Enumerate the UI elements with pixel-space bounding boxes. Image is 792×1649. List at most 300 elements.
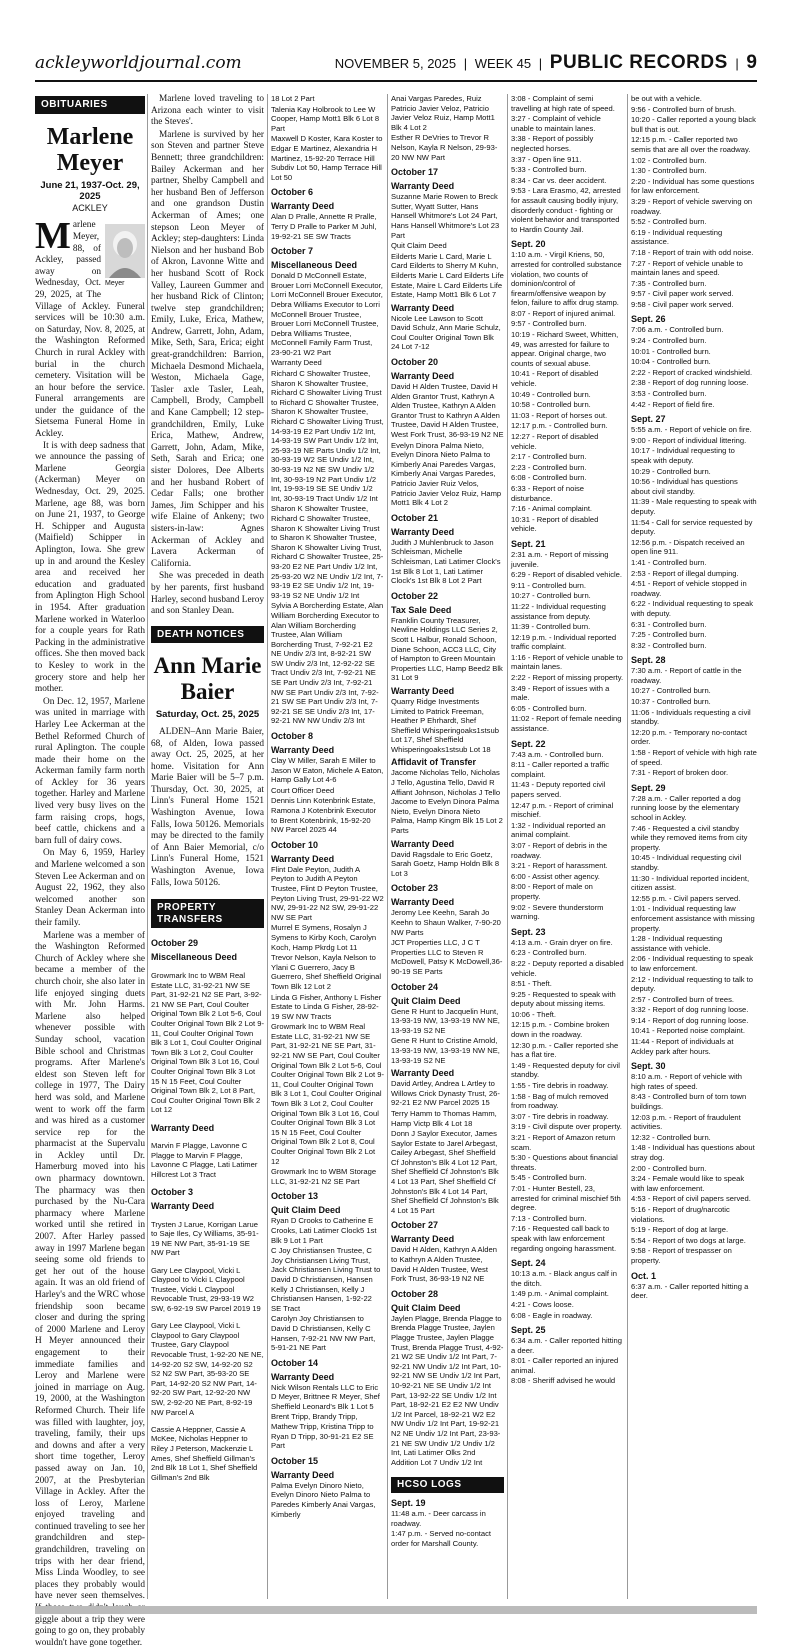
record-entry: 2:53 - Report of illegal dumping. <box>631 568 739 578</box>
record-entry: 2:57 - Controlled burn of trees. <box>631 994 734 1004</box>
record-entry: 9:14 - Report of dog running loose. <box>631 1015 749 1025</box>
column-3 <box>271 94 384 1604</box>
record-entry: Sharon K Showalter Trustee, Richard C Showalter Trustee, Sharon K Showalter Living Trust to Sharon K Showalter Trustee, Sharon K Showalter Living Trust, Richard C Showalter Trustee, 25-93-20 E2 NE Part Undiv 1/2 Int, 25-93-20 W2 NE Undiv 1/2 Int, 7-93-19 E2 SE Undiv 1/2 Int, 19-93-19 S2 NE Undiv 1/2 Int <box>271 504 384 600</box>
record-type: Warranty Deed <box>391 838 455 849</box>
record-type: Miscellaneous Deed <box>151 952 238 963</box>
obituary-continued <box>151 94 264 618</box>
record-entry: 12:19 p.m. - Individual reported traffic complaint. <box>511 632 617 652</box>
record-entry: 1:47 p.m. - Served no-contact order for Marshall County. <box>391 1529 492 1548</box>
record-type: Warranty Deed <box>271 201 335 212</box>
date-heading: October 28 <box>391 1288 439 1299</box>
record-entry: 5:16 - Report of drug/narcotic violations. <box>631 1204 730 1224</box>
date-heading: Sept. 25 <box>511 1325 546 1336</box>
masthead <box>35 50 757 82</box>
photo-caption: Meyer <box>105 280 125 288</box>
record-type: Warranty Deed <box>391 302 455 313</box>
record-entry: 12:56 p.m. - Dispatch received an open line 911. <box>631 537 745 557</box>
date-heading: October 8 <box>271 731 314 742</box>
record-entry: 11:22 - Individual requesting assistance from deputy. <box>511 601 606 621</box>
obituary-paragraph: arlene Meyer, 88, of Ackley, passed away on Wednesday, Oct. 29, 2025, at The Village of Ackley. Funeral services will be 10:30 a.m. on Saturday, Nov. 8, 2025, at the Washington Reformed Church in rural Ackley with burial in the church cemetery. Visitation will be an hour before the service. Funeral arrangements are under the guidance of the Sietsema Funeral Home in Ackley. <box>35 220 145 440</box>
date-heading: October 21 <box>391 512 439 523</box>
record-entry: 7:25 - Controlled burn. <box>631 630 707 640</box>
date-heading: Sept. 26 <box>631 314 666 325</box>
date-heading: Sept. 27 <box>631 414 666 425</box>
record-entry: C Joy Christiansen Trustee, C Joy Christiansen Living Trust, Jack Christiansen Living Trust to David D Christiansen, Hansen Kelly J Christiansen, Kelly J Christiansen Hansen, 1-92-22 SE Tract <box>271 1246 381 1313</box>
record-entry: 2:00 - Controlled burn. <box>631 1163 707 1173</box>
record-entry: 10:27 - Controlled burn. <box>631 686 711 696</box>
obituary-paragraph: On May 6, 1959, Harley and Marlene welcomed a son Steven Lee Ackerman and on August 22, 1962, they also welcomed another son Stanley Dean Ackerman into their family. <box>35 848 145 928</box>
date-heading: Sept. 21 <box>511 538 546 549</box>
record-entry: 8:07 - Report of injured animal. <box>511 308 616 318</box>
record-entry: Dennis Linn Kotenbrink Estate, Ramona J Kotenbrink Executor to Brent Kotenbrink, 15-92-20 NW Parcel 2025 44 <box>271 796 377 835</box>
record-entry: Eilderts Marie L Card, Marie L Card Eilderts to Sherry M Kuhn, Eilderts Marie L Card Eilderts Life Estate, Maire L Card Eilderts Life Estate, Hamp Mott1 Blk 6 Lot 7 <box>391 251 504 300</box>
issue-date: NOVEMBER 5, 2025 <box>334 56 457 71</box>
death-notice-date: Saturday, Oct. 25, 2025 <box>155 709 260 721</box>
record-entry: 9:58 - Report of trespasser on property. <box>631 1246 732 1265</box>
date-heading: October 24 <box>391 981 439 992</box>
death-notice-name: Ann Marie Baier <box>153 653 262 705</box>
portrait-image <box>105 224 145 278</box>
record-entry: 10:27 - Controlled burn. <box>511 591 591 601</box>
record-type: Quit Claim Deed <box>391 1302 461 1313</box>
date-heading: October 27 <box>391 1220 439 1231</box>
logs-list <box>631 94 757 1301</box>
record-entry: 9:57 - Civil paper work served. <box>631 289 734 299</box>
record-entry: 12:27 - Report of disabled vehicle. <box>511 432 599 451</box>
obituary-paragraph: Marlene was a member of the Washington Reformed Church of Ackley where she became a member of the church choir, she also later in life enjoyed singing duets with Mr. John Harms. Marlene also helped whenever possible with Sunday school, vacation Bible school and Christmas programs. After Marlene's eldest son Steven left for college in 1977, The Dairy herd was sold, and Marlene went to work off the farm and was hired as a customer service rep for the pharmacist at the Supervalu in Ackley until Dr. Hamerburg moved into his own pharmacy downtown. The pharmacy was then purchased by the Nu-Cara pharmacy where Marlene worked until she retired in 2007. After Harley passed away in 1997 Marlene began seeing some old friends to get her out of the house again. It was an old friend of Harley's and the WRC whose friendship soon became closer and during the spring of 2000 Marlene and Leroy H Meyer announced their engagement to their immediate families and Leroy and Marlene were joined in marriage on Aug. 19, 2000, at the Washington Reformed Church. Their life was filled with laughter, joy, traveling, family, their ups and downs and after a very short time together, Leroy passed away on Jan. 10, 2007, at the Presbyterian Village in Ackley. After the loss of Leroy, Marlene enjoyed traveling and continued traveling to see her grandchildren and step-grandchildren, traveling on trips with her dear friend, Miss Linda Woodley, to see places they probably would have never seen themselves. giggle about a trip they were going to go on, they probably wouldn't have gone together. <box>35 930 146 1648</box>
record-type: Warranty Deed <box>391 371 455 382</box>
record-entry: 8:10 a.m. - Report of vehicle with high rates of speed. <box>631 1072 743 1091</box>
record-entry: 6:22 - Individual requesting to speak with deputy. <box>631 599 754 618</box>
record-entry: 7:43 a.m. - Controlled burn. <box>511 749 604 759</box>
record-entry: 3:21 - Report of Amazon return scam. <box>511 1133 616 1152</box>
record-entry: 9:00 - Report of individual littering. <box>631 435 747 445</box>
record-entry: 6:05 - Controlled burn. <box>511 703 587 713</box>
record-entry: 2:23 - Controlled burn. <box>511 462 587 472</box>
record-type: Warranty Deed <box>271 853 335 864</box>
obituary-paragraph: On Dec. 12, 1957, Marlene was united in marriage with Harley Lee Ackerman at the Bethel Reformed Church of rural Aplington. The couple made their home on the Ackerman family farm north of Ackley for 36 years together. Harley and Marlene lived very busy lives on the farm raising crops, hogs, beef cattle, chickens and a barn full of dairy cows. <box>35 696 145 846</box>
site-url[interactable]: ackleyworldjournal.com <box>35 53 242 73</box>
record-entry: 6:08 - Eagle in roadway. <box>511 1310 593 1320</box>
record-entry: 7:01 - Hunter Bestell, 23, arrested for criminal mischief 5th degree. <box>511 1183 621 1213</box>
record-type: Quit Claim Deed <box>271 1205 341 1216</box>
record-entry: 4:21 - Cows loose. <box>511 1299 574 1309</box>
record-entry: 8:34 - Car vs. deer accident. <box>511 175 607 185</box>
record-entry: 3:38 - Report of possibly neglected horses. <box>511 134 594 153</box>
record-entry: Trysten J Larue, Korrigan Larue to Saje Iles, Cy Williams, 35-91-19 NE NW Part, 35-91-19 SE NW Part <box>151 1219 259 1258</box>
record-type: Affidavit of Transfer <box>391 757 477 768</box>
record-type: Miscellaneous Deed <box>271 260 358 271</box>
record-entry: 11:03 - Report of horses out. <box>511 410 608 420</box>
record-entry: 10:06 - Theft. <box>511 1009 557 1019</box>
record-entry: 8:00 - Report of male on property. <box>511 882 593 901</box>
record-entry: 6:23 - Controlled burn. <box>511 948 587 958</box>
record-entry: 9:58 - Civil paper work served. <box>631 299 734 309</box>
record-entry: 3:07 - Report of debris in the roadway. <box>511 840 608 860</box>
transfers-list <box>151 952 264 1482</box>
record-entry: 12:15 p.m. - Caller reported two semis that are all over the roadway. <box>631 135 751 154</box>
obituary-paragraph: Marlene is survived by her son Steven and partner Steve Bennett; three grandchildren: Bailey Ackerman and her partner, Shelby Campbell and her husband Ben of Jefferson and one grandson Dustin Ackerman of Ames; one stepson Leon Meyer of Ackley; step-daughters: Linda Nielson and her husband Bob of Akron, Lavonne Witte and her husband Scott of Rock Valley, Laureen Gummer and her husband Rick of Clinton; twelve step grandchildren; Emily, Luke, Erica, Mathew, Andrew, Garrett, John, Adam, Mike, Seth, Sara, Erica; eight great-grandchildren: Barrion, Michaela Desmond Michaela, Weston, Michaela Gage, Tasler axle Tasler, Leah, Campbell, Brody, Campbell and Kane Campbell; 12 step-grandchildren, Emily, Luke Erica, Mathew, Andrew, Garrett, John, Adam, Mike, Seth, Sarah and Erica; one sister Dolores, Dee Alberts and her husband Robert of Cedar Falls; one brother James, Jim Schipper and his wife Elaine of Ankeny; two sisters-in-law: Agnes Ackerman of Ackley and Lavera Ackerman of California. <box>151 129 264 569</box>
record-entry: Growmark Inc to WBM Real Estate LLC, 31-92-21 NW SE Part, 31-92-21 NE SE Part, 31-92-21 NW SE Part, Coul Coulter Original Town Blk 2 Lot 5-6, Coul Coulter Original Town Blk 2 Lot 9-11, Coul Coulter Original Town Blk 3 Lot 1, Coul Coulter Original Town Blk 3 Lot 2, Coul Coulter Original Town Blk 3 Lot 16, Coul Coulter Original Town Blk 3 Lot 15 N 15 Feet, Coul Coulter Original Town Blk 2 Lot 8, Coul Coulter Original Town Blk 2 Lot 12 <box>271 1022 384 1166</box>
record-entry: 8:51 - Theft. <box>511 979 552 989</box>
record-entry: 18 Lot 2 Part <box>271 94 315 103</box>
record-entry: 5:30 - Questions about financial threats. <box>511 1153 618 1172</box>
record-entry: 9:11 - Controlled burn. <box>511 580 586 590</box>
record-entry: Quit Claim Deed <box>391 241 447 251</box>
transfers-list <box>271 94 384 1519</box>
record-entry: 5:54 - Report of two dogs at large. <box>631 1235 746 1245</box>
record-entry: 2:22 - Report of cracked windshield. <box>631 367 753 377</box>
record-entry: Warranty Deed <box>271 358 322 368</box>
record-entry: 12:15 p.m. - Combine broken down in the roadway. <box>511 1020 610 1040</box>
record-entry: 5:33 - Controlled burn. <box>511 165 587 175</box>
date-heading: October 22 <box>391 590 439 601</box>
date-heading: October 29 <box>151 938 199 949</box>
record-entry: 12:03 p.m. - Report of fraudulent activities. <box>631 1112 741 1132</box>
obituary-photo <box>105 224 145 290</box>
obituary-town: ACKLEY <box>72 202 108 213</box>
record-entry: 1:55 - Tire debris in roadway. <box>511 1081 609 1091</box>
record-entry: 10:49 - Controlled burn. <box>511 389 591 399</box>
record-entry: 1:58 - Bag of mulch removed from roadway. <box>511 1091 609 1111</box>
record-entry: 1:58 - Report of vehicle with high rate of speed. <box>631 748 757 767</box>
record-entry: 10:20 - Caller reported a young black bull that is out. <box>631 115 756 134</box>
record-entry: 11:54 - Call for service requested by deputy. <box>631 517 753 537</box>
record-entry: 4:51 - Report of vehicle stopped in roadway. <box>631 579 747 598</box>
issue-week: WEEK 45 <box>474 56 532 71</box>
record-entry: 1:28 - Individual requesting assistance with vehicle. <box>631 934 723 953</box>
drop-cap: M <box>35 215 71 258</box>
record-entry: 1:48 - Individual has questions about stray dog. <box>631 1143 755 1162</box>
column-rule <box>507 94 508 1599</box>
record-entry: 9:57 - Controlled burn. <box>511 319 587 329</box>
record-type: Warranty Deed <box>271 1469 335 1480</box>
record-type: Warranty Deed <box>391 1234 455 1245</box>
record-entry: Nicole Lee Lawson to Scott David Schulz, Ann Marie Schulz, Coul Coulter Original Town Blk 24 Lot 7-12 <box>391 313 501 352</box>
record-entry: 11:39 - Controlled burn. <box>511 622 591 632</box>
date-heading: October 23 <box>391 883 439 894</box>
record-entry: 1:10 a.m. - Virgil Kriens, 50, arrested for controlled substance violation, two counts of dominion/control of firearm/offensive weapon by felon, failure to affix drug stamp. <box>511 250 622 308</box>
record-entry: 3:08 - Complaint of semi travelling at high rate of speed. <box>511 94 615 113</box>
record-entry: 5:52 - Controlled burn. <box>631 217 707 227</box>
record-entry: 3:21 - Report of harassment. <box>511 861 608 871</box>
obituary-body <box>35 215 146 1649</box>
record-entry: 9:24 - Controlled burn. <box>631 336 707 346</box>
record-entry: David Artley, Andrea L Artley to Willows Crick Dynasty Trust, 26-92-21 E2 NW Parcel 2025 15 <box>391 1079 500 1108</box>
record-entry: Gary Lee Claypool, Vicki L Claypool to Vicki L Claypool Trustee, Vicki L Claypool Revocable Trust, 29-93-19 W2 SW, 6-92-19 SW Parcel 2019 19 <box>151 1265 261 1313</box>
column-6 <box>631 94 757 1604</box>
record-entry: Murrel E Symens, Rosalyn J Symens to Kirby Koch, Carolyn Koch, Hamp Pkrdg Lot 11 <box>271 923 377 952</box>
transfers-list <box>391 94 504 1467</box>
record-entry: David Ragsdale to Eric Goetz, Sarah Goetz, Hamp Holdn Blk 8 Lot 3 <box>391 849 500 878</box>
record-entry: 3:53 - Controlled burn. <box>631 389 707 399</box>
record-entry: 3:27 - Complaint of vehicle unable to maintain lanes. <box>511 114 601 133</box>
record-entry: 1:32 - Individual reported an animal complaint. <box>511 820 606 840</box>
date-heading: October 15 <box>271 1455 319 1466</box>
record-entry: 7:28 a.m. - Caller reported a dog running loose by the elementary school in Ackley. <box>631 793 741 822</box>
logs-list <box>391 1498 504 1548</box>
record-entry: David H Alden Trustee, David H Alden Grantor Trust, Kathryn A Alden Trustee, Kathryn A Alden Grantor Trust to Kathryn A Alden Trustee, David H Alden Trustee, West Fork Trust, 36-93-19 N2 NE <box>391 382 504 440</box>
record-entry: 7:35 - Controlled burn. <box>631 278 707 288</box>
record-entry: Donald D McConnell Estate, Brouer Lorri McConnell Executor, Lorri McConnell Brouer Executor, Debra Williams Executor to Lorri McConnell Brouer Trustee, Brouer Lorri McConnell Trustee, Debra Williams Trustee, McConnell Family Farm Trust, 23-90-21 W2 Part <box>271 271 383 357</box>
record-entry: 7:46 - Requested a civil standby while they removed items from city property. <box>631 823 748 852</box>
record-entry: 2:22 - Report of missing property. <box>511 673 624 683</box>
record-entry: Richard C Showalter Trustee, Sharon K Showalter Trustee, Richard C Showalter Living Trust to Richard C Showalter Trustee, Sharon K Showalter Trustee, Richard C Showalter Living Trust, 14-93-19 E2 Part Undiv 1/2 Int, 14-93-19 SW Part Undiv 1/2 Int, 25-93-19 NE Parts Undiv 1/2 Int, 30-93-19 W2 SE Undiv 1/2 Int, 30-93-19 N2 NE SW Undiv 1/2 Int, 30-93-19 N2 Part Undiv 1/2 Int, 19-93-19 SE SE Undiv 1/2 Int, 30-93-19 Tract Undiv 1/2 Int <box>271 369 384 503</box>
record-entry: be out with a vehicle. <box>631 94 702 103</box>
record-entry: 5:45 - Controlled burn. <box>511 1173 587 1183</box>
column-1 <box>35 94 146 1648</box>
hcso-logs-header: HCSO LOGS <box>391 1477 504 1493</box>
record-entry: 10:29 - Controlled burn. <box>631 466 711 476</box>
record-entry: 3:37 - Open line 911. <box>511 154 582 164</box>
record-entry: 10:17 - Individual requesting to speak with deputy. <box>631 446 735 465</box>
record-entry: 9:53 - Lara Erasmo, 42, arrested for assault causing bodily injury, disorderly conduct - fighting or violent behavior and transported to Hardin County Jail. <box>511 186 621 234</box>
record-entry: 8:22 - Deputy reported a disabled vehicle. <box>511 958 624 978</box>
record-entry: Gary Lee Claypool, Vicki L Claypool to Gary Claypool Trustee, Gary Claypool Revocable Trust, 1-92-20 NE NE, 14-92-20 S2 SW, 14-92-20 S2 S2 N2 SW Part, 35-93-20 SE Part, 14-92-20 S2 NW Part, 14-92-20 SW Part, 12-92-20 NW SW, 2-92-20 NE Part, 8-92-19 NW Parcel A <box>151 1321 264 1417</box>
record-entry: 11:44 - Report of individuals at Ackley park after hours. <box>631 1037 734 1056</box>
record-entry: Growmark Inc to WBM Real Estate LLC, 31-92-21 NW SE Part, 31-92-21 N2 SE Part, 3-92-21 NW SE Part, Coul Coulter Original Town Blk 2 Lot 5-6, Coul Coulter Original Town Blk 2 Lot 9-11, Coul Coulter Original Town Blk 3 Lot 1, Coul Coulter Original Town Blk 3 Lot 2, Coul Coulter Original Town Blk 3 Lot 16, Coul Coulter Original Town Blk 3 Lot 15 N 15 Feet, Coul Coulter Original Town Blk 2, Lot 8 Part, Coul Coulter Original Town Blk 2 Lot 12 <box>151 971 264 1115</box>
date-heading: Oct. 1 <box>631 1270 657 1281</box>
record-entry: Anai Vargas Paredes, Ruiz Patricio Javier Veloz, Patricio Javier Veloz Ruiz, Hamp Mott1 Blk 4 Lot 2 <box>391 94 495 132</box>
record-entry: Sylvia A Borcherding Estate, Alan William Borcherding Executor to Alan William Borcherding Trustee, Alan William Borcherding Trust, 7-92-21 E2 NE Undiv 2/3 Int, 8-92-21 SW SW Undiv 2/3 Int, 12-92-22 SE Tract Undiv 2/3 Int, 7-92-21 NE SE Part Undiv 2/3 Int, 7-92-21 NW SE Part Undiv 2/3 Int, 7-92-21 SW SE Part Undiv 2/3 Int, 7-92-21 SE SE Undiv 2/3 Int, 17-92-21 NW NW Undiv 2/3 Int <box>271 601 384 726</box>
record-entry: 10:37 - Controlled burn. <box>631 697 711 707</box>
record-entry: 4:42 - Report of field fire. <box>631 399 715 409</box>
record-type: Quit Claim Deed <box>391 995 461 1006</box>
record-entry: Clay W Miller, Sarah E Miller to Jason W Eaton, Michele A Eaton, Hamp Gally Lot 4-6 <box>271 756 384 785</box>
record-entry: Gene R Hunt to Cristine Arnold, 13-93-19 NW, 13-93-19 NW NE, 13-93-19 S2 NE <box>391 1036 500 1065</box>
record-entry: 10:41 - Report of disabled vehicle. <box>511 369 599 389</box>
record-type: Warranty Deed <box>391 181 455 192</box>
record-entry: 5:55 a.m. - Report of vehicle on fire. <box>631 425 752 435</box>
date-heading: October 6 <box>271 187 314 198</box>
record-entry: 10:56 - Individual has questions about civil standby. <box>631 477 738 496</box>
record-entry: 12:17 p.m. - Controlled burn. <box>511 421 608 431</box>
obituary-paragraph: Marlene loved traveling to Arizona each winter to visit the Steves'. <box>151 94 264 128</box>
record-entry: 7:18 - Report of train with odd noise. <box>631 247 754 257</box>
record-entry: Jeromy Lee Keehn, Sarah Jo Keehn to Shaun Walker, 7-90-20 NW Parts <box>391 908 501 937</box>
date-heading: Sept. 24 <box>511 1258 546 1269</box>
record-entry: 6:19 - Individual requesting assistance. <box>631 227 723 247</box>
record-entry: 10:41 - Reported noise complaint. <box>631 1026 745 1036</box>
record-entry: 4:13 a.m. - Grain dryer on fire. <box>511 937 613 947</box>
record-entry: 1:41 - Controlled burn. <box>631 557 707 567</box>
masthead-right: NOVEMBER 5, 2025 | WEEK 45 | PUBLIC RECORDS | 9 <box>334 52 757 73</box>
record-entry: Nick Wilson Rentals LLC to Eric D Meyer, Brittnee R Meyer, Shef Sheffield Leonard's Blk 1 Lot 5 <box>271 1382 380 1411</box>
record-type: Warranty Deed <box>391 897 455 908</box>
column-rule <box>267 94 268 1599</box>
record-entry: 1:30 - Controlled burn. <box>631 166 707 176</box>
record-entry: 7:13 - Controlled burn. <box>511 1213 587 1223</box>
record-type: Warranty Deed <box>151 1122 215 1133</box>
record-entry: 3:32 - Report of dog running loose. <box>631 1005 749 1015</box>
date-heading: October 17 <box>391 167 439 178</box>
record-entry: 11:02 - Report of female needing assistance. <box>511 714 622 734</box>
date-heading: October 7 <box>271 246 314 257</box>
column-5 <box>511 94 624 1604</box>
record-entry: Trevor Nelson, Kayla Nelson to Ylani C Guerrero, Jacy B Guerrero, Shef Sheffield Original Town Blk 12 Lot 2 <box>271 953 382 991</box>
record-entry: 1:02 - Controlled burn. <box>631 155 707 165</box>
record-entry: 6:08 - Controlled burn. <box>511 473 587 483</box>
record-entry: 10:04 - Controlled burn. <box>631 357 711 367</box>
column-rule <box>147 94 148 1599</box>
record-entry: 1:49 p.m. - Animal complaint. <box>511 1289 609 1299</box>
record-entry: Talenia Kay Holbrook to Lee W Cooper, Hamp Mott1 Blk 6 Lot 8 Part <box>271 104 380 133</box>
record-entry: 2:12 - Individual requesting to talk to deputy. <box>631 974 753 994</box>
death-notices-header: DEATH NOTICES <box>151 626 264 644</box>
record-entry: 5:19 - Report of dog at large. <box>631 1225 729 1235</box>
record-entry: 6:37 a.m. - Caller reported hitting a deer. <box>631 1281 749 1301</box>
record-entry: 12:30 p.m. - Caller reported she has a flat tire. <box>511 1040 619 1060</box>
date-heading: Sept. 29 <box>631 782 666 793</box>
date-heading: Sept. 28 <box>631 655 666 666</box>
record-entry: 10:13 a.m. - Black angus calf in the ditch. <box>511 1269 617 1288</box>
record-entry: Suzanne Marie Rowen to Breck Sutter, Wyatt Sutter, Hans Hansell Whitmore's Lot 24 Part, Hans Hansell Whitmore's Lot 23 Part <box>391 192 500 240</box>
record-entry: 3:19 - Civil dispute over property. <box>511 1122 622 1132</box>
record-entry: Jaylen Plagge, Brenda Plagge to Brenda Plagge Trustee, Jaylen Plagge Trustee, Jaylen Plagge Trust, Brenda Plagge Trust, 4-92-21 W2 SE Undiv 1/2 Int Part, 7-92-21 NW Undiv 1/2 Int Part, 10-92-21 NW SE Undiv 1/2 Int Part, 10-92-21 NE SE Undiv 1/2 Int Part, 13-92-22 SE Undiv 1/2 Int Part, 18-92-21 E2 E2 NW Undiv 1/2 Int Parcel, 18-92-21 W2 E2 NW Undiv 1/2 Int Part, 19-92-21 N2 NE Undiv 1/2 Int Part, 23-93-21 NE SW Undiv 1/2 Undiv 1/2 Int, Lati Latimer Olks 2nd Addition Lot 7 Undiv 1/2 Int <box>391 1313 504 1467</box>
record-entry: Alan D Pralle, Annette R Pralle, Terry D Pralle to Parker M Juhl, 19-92-21 SE SW Tracts <box>271 212 377 241</box>
record-entry: 2:38 - Report of dog running loose. <box>631 378 749 388</box>
record-entry: 11:06 - Individuals requesting a civil standby. <box>631 707 751 727</box>
record-entry: Brent Tripp, Brandy Tripp, Mathew Tripp, Kristina Tripp to Ryan D Tripp, 30-91-21 E2 SE Part <box>271 1412 374 1451</box>
record-entry: 7:06 a.m. - Controlled burn. <box>631 325 724 335</box>
record-entry: Quarry Ridge Investments Limited to Patrick Freeman, Heather P Ehrhardt, Shef Sheffield Whisperingoaks1stsub Lot 17, Shef Sheffield Whisperingoaks1stsub Lot 18 <box>391 696 499 754</box>
section-title: PUBLIC RECORDS <box>549 52 728 73</box>
record-entry: 6:33 - Report of noise disturbance. <box>511 483 585 503</box>
record-entry: Franklin County Treasurer, Newline Holdings LLC Series 2, Scott L Halbur, Ronald Schoon, Diane Schoon, ACC3 LLC, City of Hampton to Green Mountain Properties LLC, Hamp Beed2 Blk 31 Lot 9 <box>391 615 503 683</box>
record-type: Warranty Deed <box>271 745 335 756</box>
record-entry: 11:48 a.m. - Deer carcass in roadway. <box>391 1508 486 1528</box>
record-entry: 10:01 - Controlled burn. <box>631 346 711 356</box>
property-transfers-header: PROPERTY TRANSFERS <box>151 899 264 928</box>
record-entry: 3:24 - Female would like to speak with law enforcement. <box>631 1174 745 1193</box>
record-entry: 12:20 p.m. - Temporary no-contact order. <box>631 727 747 747</box>
record-entry: Donn J Saylor Executor, James Saylor Estate to Jarel Arbegast, Cailey Arbegast, Shef Sheffield Cf Johnston's Blk 4 Lot 12 Part, Shef Sheffield Cf Johnston's Blk 4 Lot 13 Part, Shef Sheffield Cf Johnston's Blk 4 Lot 14 Part, Shef Sheffield Cf Johnston's Blk 4 Lot 15 Part <box>391 1129 499 1215</box>
obituaries-header: OBITUARIES <box>35 96 145 114</box>
record-entry: 8:08 - Sheriff advised he would <box>511 1376 616 1386</box>
record-entry: 8:43 - Controlled burn of torn town buildings. <box>631 1092 747 1112</box>
record-entry: JCT Properties LLC, J C T Properties LLC to Steven R McDowell, Patsy K McDowell,36-90-19 SE Parts <box>391 938 503 976</box>
column-2 <box>151 94 264 1604</box>
record-entry: Carolyn Joy Christiansen to David D Christiansen, Kelly C Hansen, 7-92-21 NW NW Part, 5-91-21 NE Part <box>271 1314 376 1353</box>
record-type: Warranty Deed <box>391 685 455 696</box>
record-entry: 9:25 - Requested to speak with deputy about missing items. <box>511 989 616 1009</box>
record-type: Warranty Deed <box>391 1068 455 1079</box>
record-entry: 6:31 - Controlled burn. <box>631 619 707 629</box>
date-heading: October 20 <box>391 357 439 368</box>
record-entry: Gene R Hunt to Jacquelin Hunt, 13-93-19 NW, 13-93-19 NW NE, 13-93-19 S2 NE <box>391 1006 500 1035</box>
record-entry: 8:11 - Caller reported a traffic complaint. <box>511 760 610 779</box>
record-entry: 10:31 - Report of disabled vehicle. <box>511 514 599 534</box>
record-entry: 3:49 - Report of issues with a male. <box>511 683 610 703</box>
record-entry: 9:56 - Controlled burn of brush. <box>631 104 737 114</box>
logs-list <box>511 94 624 1386</box>
record-entry: 10:19 - Richard Sweet, Whitten, 49, was arrested for failure to appear. Original charge, two counts of sexual abuse. <box>511 330 619 368</box>
date-heading: October 14 <box>271 1357 319 1368</box>
date-heading: October 13 <box>271 1191 319 1202</box>
record-entry: 7:16 - Requested call back to speak with law enforcement regarding ongoing harassment. <box>511 1224 617 1253</box>
record-entry: Ryan D Crooks to Catherine E Crooks, Lati Latimer Clock5 1st Blk 9 Lot 1 Part <box>271 1216 377 1245</box>
record-entry: 3:07 - Tire debris in roadway. <box>511 1111 609 1121</box>
date-heading: Sept. 20 <box>511 239 546 250</box>
record-type: Warranty Deed <box>391 526 455 537</box>
date-heading: Sept. 19 <box>391 1497 426 1508</box>
record-entry: 8:32 - Controlled burn. <box>631 640 707 650</box>
record-type: Warranty Deed <box>271 1371 335 1382</box>
record-entry: 2:17 - Controlled burn. <box>511 452 587 462</box>
record-entry: 10:58 - Controlled burn. <box>511 400 591 410</box>
record-entry: 11:30 - Individual reported incident, citizen assist. <box>631 873 750 893</box>
record-entry: 6:29 - Report of disabled vehicle. <box>511 570 623 580</box>
record-entry: Judith J Muhlenbruck to Jason Schleisman, Michelle Schleisman, Lati Latimer Clock's 1st Blk 8 Lot 1, Lati Latimer Clock's 1st Blk 8 Lot 2 Part <box>391 537 501 586</box>
record-entry: 3:29 - Report of vehicle swerving on roadway. <box>631 196 753 216</box>
page-number: 9 <box>746 52 757 73</box>
record-entry: 7:31 - Report of broken door. <box>631 768 729 778</box>
record-entry: 11:43 - Deputy reported civil papers served. <box>511 780 606 799</box>
record-entry: Growmark Inc to WBM Storage LLC, 31-92-21 N2 SE Part <box>271 1167 377 1186</box>
date-heading: October 3 <box>151 1187 194 1198</box>
column-4 <box>391 94 504 1604</box>
record-entry: 2:31 a.m. - Report of missing juvenile. <box>511 549 609 569</box>
death-notice-text: ALDEN–Ann Marie Baier, 68, of Alden, Iowa passed away Oct. 25, 2025, at her home. Visitation for Ann Marie Baier will be 5–7 p.m. Thursday, Oct. 30, 2025, at Linn's Funeral Home 1521 Washington Avenue, Iowa Falls, Iowa 50126. Memorials may be directed to the family of Ann Baier Memorial, c/o Linn's Funeral Home, 1521 Washington Avenue, Iowa Falls, Iowa 50126. <box>151 726 264 888</box>
column-rule <box>627 94 628 1599</box>
obituary-paragraph: It is with deep sadness that we announce the passing of Marlene Georgia (Ackerman) Meyer on Wednesday, Oct. 29, 2025. Marlene, age 88, was born on June 21, 1937, to George H. Schipper and Augusta (Maifield) Schipper in Aplington, Iowa. She grew up in and around the Kesley area and received her education and graduated from Aplington High School in 1954. After graduation Marlene worked in Waterloo for a couple years for Rath Packing in the administrative offices. She then moved back to Kesley to work in the grocery store and help her mother. <box>35 440 145 695</box>
date-heading: October 10 <box>271 839 319 850</box>
record-entry: 7:16 - Animal complaint. <box>511 504 593 514</box>
record-type: Warranty Deed <box>151 1201 215 1212</box>
record-entry: 2:06 - Individual requesting to speak to law enforcement. <box>631 954 754 973</box>
record-entry: Cassie A Heppner, Cassie A McKee, Nicholas Heppner to Riley J Peterson, Mackenzie L Ames, Shef Sheffield Gillman's 2nd Blk 18 Lot 1, Shef Sheffield Gillman's 2nd Blk <box>151 1424 258 1482</box>
record-entry: 1:49 - Requested deputy for civil standby. <box>511 1060 620 1080</box>
record-entry: 12:47 p.m. - Report of criminal mischief. <box>511 800 614 820</box>
record-entry: 7:30 a.m. - Report of cattle in the roadway. <box>631 666 742 685</box>
date-heading: Sept. 22 <box>511 738 546 749</box>
record-entry: 6:34 a.m. - Caller reported hitting a deer. <box>511 1336 623 1355</box>
record-entry: 4:53 - Report of civil papers served. <box>631 1194 751 1204</box>
obituary-paragraph: She was preceded in death by her parents, first husband Harley, second husband Leroy and son Stanley Dean. <box>151 571 264 617</box>
date-heading: Sept. 30 <box>631 1061 666 1072</box>
record-entry: Terry Hamm to Thomas Hamm, Hamp Victp Blk 4 Lot 18 <box>391 1108 497 1128</box>
obituary-dates: June 21, 1937-Oct. 29, 2025 <box>40 179 140 203</box>
record-entry: 1:01 - Individual requesting law enforcement assistance with missing property. <box>631 904 755 933</box>
record-type: Tax Sale Deed <box>391 604 452 615</box>
columns <box>35 94 757 1648</box>
record-entry: 9:02 - Severe thunderstorm warning. <box>511 902 604 922</box>
record-entry: 12:55 p.m. - Civil papers served. <box>631 893 741 903</box>
record-entry: Linda G Fisher, Anthony L Fisher Estate to Linda G Fisher, 28-92-19 SW NW Tracts <box>271 992 382 1021</box>
record-entry: 2:20 - Individual has some questions for law enforcement. <box>631 176 755 196</box>
record-entry: Esther R DeVries to Trevor R Nelson, Kayla R Nelson, 29-93-20 NW NW Part <box>391 133 498 162</box>
record-entry: David H Alden, Kathryn A Alden to Kathryn A Alden Trustee, David H Alden Trustee, West Fork Trust, 36-93-19 N2 NE <box>391 1245 497 1284</box>
record-entry: Court Officer Deed <box>271 785 335 795</box>
record-entry: Maxwell D Koster, Kara Koster to Edgar E Martinez, Alexandria H Martinez, 15-92-20 Terrace Hill Subdiv Lot 50, Hamp Terrace Hill Lot 50 <box>271 134 383 182</box>
record-entry: Flint Dale Peyton, Judith A Peyton to Judith A Peyton Trustee, Flint D Peyton Trustee, Peyton Living Trust, 29-91-22 W2 NW, 29-91-22 N2 SW, 29-91-22 NW SE Part <box>271 864 384 922</box>
record-entry: 6:00 - Assist other agency. <box>511 871 600 881</box>
record-entry: 8:01 - Caller reported an injured animal. <box>511 1356 619 1375</box>
record-entry: 7:27 - Report of vehicle unable to maintain lanes and speed. <box>631 258 743 278</box>
record-entry: Marvin F Plagge, Lavonne C Plagge to Marvin F Plagge, Lavonne C Plagge, Lati Latimer Hillcrest Lot 3 Tract <box>151 1141 258 1179</box>
date-heading: Sept. 23 <box>511 926 546 937</box>
column-rule <box>387 94 388 1599</box>
record-entry: Evelyn Dinora Palma Nieto, Evelyn Dinora Nieto Palma to Kimberly Anai Paredes Vargas, Kimberly Anai Vargas Paredes, Patricio Javier Ruiz Velos, Patricio Javier Veloz Ruiz, Hamp Mott1 Blk 4 Lot 2 <box>391 440 502 508</box>
record-entry: 11:39 - Male requesting to speak with deputy. <box>631 497 757 516</box>
obituary-name: Marlene Meyer <box>46 123 134 176</box>
record-entry: 10:45 - Individual requesting civil standby. <box>631 853 742 872</box>
record-entry: Jacome Nicholas Tello, Nicholas J Tello, Agustina Tello, David R Affiant Johnson, Nicholas J Tello Jacome to Evelyn Dinora Palma Nieto, Evelyn Dinora Nieto Palma, Hamp Kingm Blk 15 Lot 2 Parts <box>391 768 503 836</box>
record-entry: 1:16 - Report of vehicle unable to maintain lanes. <box>511 652 623 672</box>
page-footer-bar <box>35 1606 757 1614</box>
record-entry: Palma Evelyn Dinoro Nieto, Evelyn Dinoro Nieto Palma to Paredes Kimberly Anai Vargas, Kimberly <box>271 1480 376 1519</box>
record-entry: 12:32 - Controlled burn. <box>631 1132 711 1142</box>
